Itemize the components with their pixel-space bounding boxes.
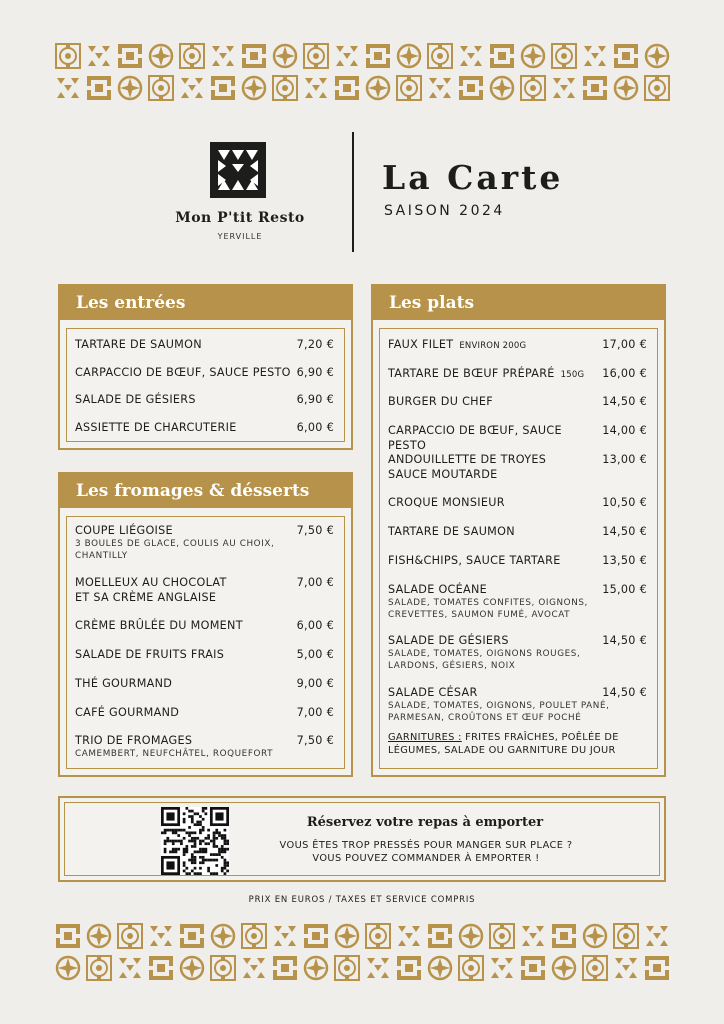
menu-item-price: 14,50 € — [602, 634, 647, 647]
decorative-tile-icon — [240, 42, 268, 70]
menu-item — [75, 705, 334, 720]
menu-item-name: COUPE LIÉGOISE — [75, 524, 173, 537]
decorative-tile-icon — [178, 42, 206, 70]
garnish-note — [388, 731, 649, 757]
decorative-tile-icon — [612, 954, 640, 982]
decorative-tile-icon — [271, 42, 299, 70]
decorative-tile-icon — [178, 954, 206, 982]
decorative-tile-icon — [488, 954, 516, 982]
menu-item-name: CAFÉ GOURMAND — [75, 706, 180, 719]
decorative-tile-icon — [643, 42, 671, 70]
menu-item-name: SALADE DE GÉSIERS — [75, 393, 196, 406]
menu-item-name: THÉ GOURMAND — [75, 677, 173, 690]
decorative-tile-icon — [85, 42, 113, 70]
menu-item-price: 15,00 € — [602, 583, 647, 596]
decorative-tile-icon — [240, 954, 268, 982]
menu-item-name: TRIO DE FROMAGES — [75, 734, 193, 747]
decorative-tile-icon — [85, 954, 113, 982]
menu-item-price: 7,00 € — [296, 706, 334, 719]
decorative-tile-icon — [364, 42, 392, 70]
menu-item-name: SALADE OCÉANE — [388, 583, 488, 596]
garnish-text: FRITES FRAÎCHES, POÊLÉE DE LÉGUMES, SALADE OU GARNITURE DU JOUR — [388, 732, 619, 756]
decorative-tile-icon — [612, 74, 640, 102]
decorative-tile-icon — [333, 74, 361, 102]
decorative-tile-icon — [550, 74, 578, 102]
decorative-tile-icon — [519, 42, 547, 70]
menu-item — [75, 618, 334, 633]
menu-item-price: 7,00 € — [296, 576, 334, 589]
decorative-tile-icon — [85, 922, 113, 950]
qr-code-icon[interactable] — [161, 807, 229, 875]
menu-item — [75, 365, 334, 380]
decorative-tile-icon — [209, 954, 237, 982]
entrees-title: Les entrées — [60, 286, 351, 320]
decorative-tile-icon — [488, 42, 516, 70]
page-title: La Carte — [382, 158, 564, 197]
menu-item — [75, 733, 334, 760]
decorative-tile-icon — [364, 74, 392, 102]
decorative-tile-icon — [643, 954, 671, 982]
decorative-tile-icon — [209, 74, 237, 102]
decorative-tile-icon — [54, 74, 82, 102]
menu-item-price: 13,00 € — [602, 453, 647, 466]
menu-item-price: 17,00 € — [602, 338, 647, 351]
decorative-tile-icon — [457, 42, 485, 70]
decorative-tile-icon — [178, 922, 206, 950]
decorative-tile-icon — [395, 954, 423, 982]
decorative-tile-icon — [333, 42, 361, 70]
menu-item-name: CROQUE MONSIEUR — [388, 496, 505, 509]
menu-item-name: CRÈME BRÛLÉE DU MOMENT — [75, 619, 243, 632]
menu-item — [75, 337, 334, 352]
takeaway-title: Réservez votre repas à emporter — [306, 815, 544, 830]
menu-item — [388, 337, 647, 354]
menu-item-price: 14,50 € — [602, 525, 647, 538]
takeaway-text: VOUS ÊTES TROP PRESSÉS POUR MANGER SUR PLACE ? VOUS POUVEZ COMMANDER À EMPORTER ! — [279, 840, 573, 864]
decorative-tile-icon — [85, 74, 113, 102]
header-divider — [352, 132, 354, 252]
menu-item-name: FISH&CHIPS, SAUCE TARTARE — [388, 554, 561, 567]
menu-item-description: SALADE, TOMATES, OIGNONS ROUGES, LARDONS, GÉSIERS, NOIX — [388, 649, 581, 671]
season-label: SAISON 2024 — [384, 203, 505, 219]
menu-item-description: CAMEMBERT, NEUFCHÂTEL, ROQUEFORT — [75, 749, 274, 759]
decorative-tile-icon — [147, 42, 175, 70]
decorative-tile-icon — [643, 922, 671, 950]
menu-item-price: 6,90 € — [296, 366, 334, 379]
menu-item — [388, 685, 647, 724]
menu-item-name: TARTARE DE BŒUF PRÉPARÉ — [388, 367, 555, 380]
plats-list — [379, 328, 658, 769]
menu-item-price: 9,00 € — [296, 677, 334, 690]
decorative-tile-icon — [550, 954, 578, 982]
menu-item — [388, 495, 647, 510]
decorative-tile-icon — [178, 74, 206, 102]
decorative-tile-icon — [550, 922, 578, 950]
menu-item — [75, 575, 334, 605]
decorative-tile-icon — [364, 922, 392, 950]
menu-item-name: TARTARE DE SAUMON — [388, 525, 515, 538]
decorative-tile-icon — [457, 954, 485, 982]
decorative-tile-icon — [643, 74, 671, 102]
decorative-tile-icon — [395, 42, 423, 70]
menu-item-price: 14,00 € — [602, 424, 647, 437]
decorative-tile-icon — [333, 954, 361, 982]
menu-item — [388, 553, 647, 568]
decorative-tile-icon — [147, 954, 175, 982]
tile-border-bottom-2 — [54, 954, 672, 982]
decorative-tile-icon — [271, 74, 299, 102]
decorative-tile-icon — [209, 42, 237, 70]
menu-item-price: 16,00 € — [602, 367, 647, 380]
decorative-tile-icon — [240, 922, 268, 950]
menu-item-price: 5,00 € — [296, 648, 334, 661]
decorative-tile-icon — [395, 922, 423, 950]
decorative-tile-icon — [457, 74, 485, 102]
menu-item-note: 150G — [560, 370, 585, 380]
decorative-tile-icon — [54, 922, 82, 950]
menu-item-name: CARPACCIO DE BŒUF, SAUCE PESTO — [388, 424, 562, 452]
entrees-list — [66, 328, 345, 442]
menu-item-price: 6,90 € — [296, 393, 334, 406]
decorative-tile-icon — [550, 42, 578, 70]
garnish-label: GARNITURES : — [388, 732, 462, 743]
decorative-tile-icon — [116, 954, 144, 982]
decorative-tile-icon — [519, 954, 547, 982]
desserts-title: Les fromages & désserts — [60, 474, 351, 508]
menu-item-price: 10,50 € — [602, 496, 647, 509]
menu-item-name: SALADE DE GÉSIERS — [388, 634, 509, 647]
desserts-list — [66, 516, 345, 769]
decorative-tile-icon — [333, 922, 361, 950]
restaurant-name: Mon P'tit Resto — [175, 210, 305, 226]
menu-item — [75, 392, 334, 407]
menu-item — [75, 523, 334, 562]
menu-item-name: BURGER DU CHEF — [388, 395, 493, 408]
menu-item-price: 14,50 € — [602, 686, 647, 699]
menu-item-price: 7,50 € — [296, 734, 334, 747]
entrees-panel — [58, 284, 353, 450]
decorative-tile-icon — [302, 922, 330, 950]
price-footnote: PRIX EN EUROS / TAXES ET SERVICE COMPRIS — [248, 895, 476, 905]
menu-item-name: SALADE CÉSAR — [388, 686, 478, 699]
menu-item-name: MOELLEUX AU CHOCOLAT ET SA CRÈME ANGLAISE — [75, 576, 227, 604]
menu-item — [388, 423, 647, 453]
menu-item — [388, 366, 647, 383]
menu-item-price: 13,50 € — [602, 554, 647, 567]
logo-icon — [210, 142, 266, 198]
menu-item-price: 6,00 € — [296, 619, 334, 632]
tile-border-top-2 — [54, 74, 672, 102]
decorative-tile-icon — [519, 922, 547, 950]
menu-item-note: ENVIRON 200G — [459, 341, 527, 351]
decorative-tile-icon — [364, 954, 392, 982]
decorative-tile-icon — [426, 954, 454, 982]
menu-item — [388, 633, 647, 672]
menu-item-price: 14,50 € — [602, 395, 647, 408]
menu-item — [75, 647, 334, 662]
takeaway-box — [58, 796, 666, 882]
decorative-tile-icon — [612, 922, 640, 950]
decorative-tile-icon — [488, 922, 516, 950]
decorative-tile-icon — [581, 954, 609, 982]
decorative-tile-icon — [271, 922, 299, 950]
decorative-tile-icon — [612, 42, 640, 70]
menu-item-name: ANDOUILLETTE DE TROYES SAUCE MOUTARDE — [388, 453, 547, 481]
menu-item-name: TARTARE DE SAUMON — [75, 338, 202, 351]
menu-item — [75, 676, 334, 691]
decorative-tile-icon — [302, 42, 330, 70]
menu-item-name: FAUX FILET — [388, 338, 454, 351]
decorative-tile-icon — [54, 954, 82, 982]
menu-item-name: ASSIETTE DE CHARCUTERIE — [75, 421, 237, 434]
menu-item — [388, 582, 647, 621]
tile-border-top-1 — [54, 42, 672, 70]
decorative-tile-icon — [581, 922, 609, 950]
decorative-tile-icon — [488, 74, 516, 102]
restaurant-town: YERVILLE — [217, 232, 263, 241]
menu-item — [388, 394, 647, 409]
menu-item-description: SALADE, TOMATES, OIGNONS, POULET PANÉ, PARMESAN, CROÛTONS ET ŒUF POCHÉ — [388, 701, 610, 723]
decorative-tile-icon — [302, 954, 330, 982]
decorative-tile-icon — [426, 42, 454, 70]
decorative-tile-icon — [209, 922, 237, 950]
decorative-tile-icon — [519, 74, 547, 102]
decorative-tile-icon — [426, 74, 454, 102]
decorative-tile-icon — [581, 42, 609, 70]
menu-item — [388, 524, 647, 539]
menu-item — [388, 452, 647, 482]
menu-item — [75, 420, 334, 435]
decorative-tile-icon — [581, 74, 609, 102]
decorative-tile-icon — [54, 42, 82, 70]
plats-title: Les plats — [373, 286, 664, 320]
menu-item-price: 7,50 € — [296, 524, 334, 537]
menu-item-name: SALADE DE FRUITS FRAIS — [75, 648, 225, 661]
desserts-panel — [58, 472, 353, 777]
menu-item-description: 3 BOULES DE GLACE, COULIS AU CHOIX, CHANTILLY — [75, 539, 275, 561]
tile-border-bottom-1 — [54, 922, 672, 950]
decorative-tile-icon — [240, 74, 268, 102]
menu-item-price: 6,00 € — [296, 421, 334, 434]
decorative-tile-icon — [302, 74, 330, 102]
plats-panel — [371, 284, 666, 777]
decorative-tile-icon — [426, 922, 454, 950]
decorative-tile-icon — [271, 954, 299, 982]
menu-item-name: CARPACCIO DE BŒUF, SAUCE PESTO — [75, 366, 291, 379]
decorative-tile-icon — [116, 922, 144, 950]
decorative-tile-icon — [147, 922, 175, 950]
decorative-tile-icon — [116, 42, 144, 70]
decorative-tile-icon — [395, 74, 423, 102]
menu-item-description: SALADE, TOMATES CONFITES, OIGNONS, CREVETTES, SAUMON FUMÉ, AVOCAT — [388, 598, 588, 620]
decorative-tile-icon — [457, 922, 485, 950]
menu-item-price: 7,20 € — [296, 338, 334, 351]
decorative-tile-icon — [116, 74, 144, 102]
decorative-tile-icon — [147, 74, 175, 102]
